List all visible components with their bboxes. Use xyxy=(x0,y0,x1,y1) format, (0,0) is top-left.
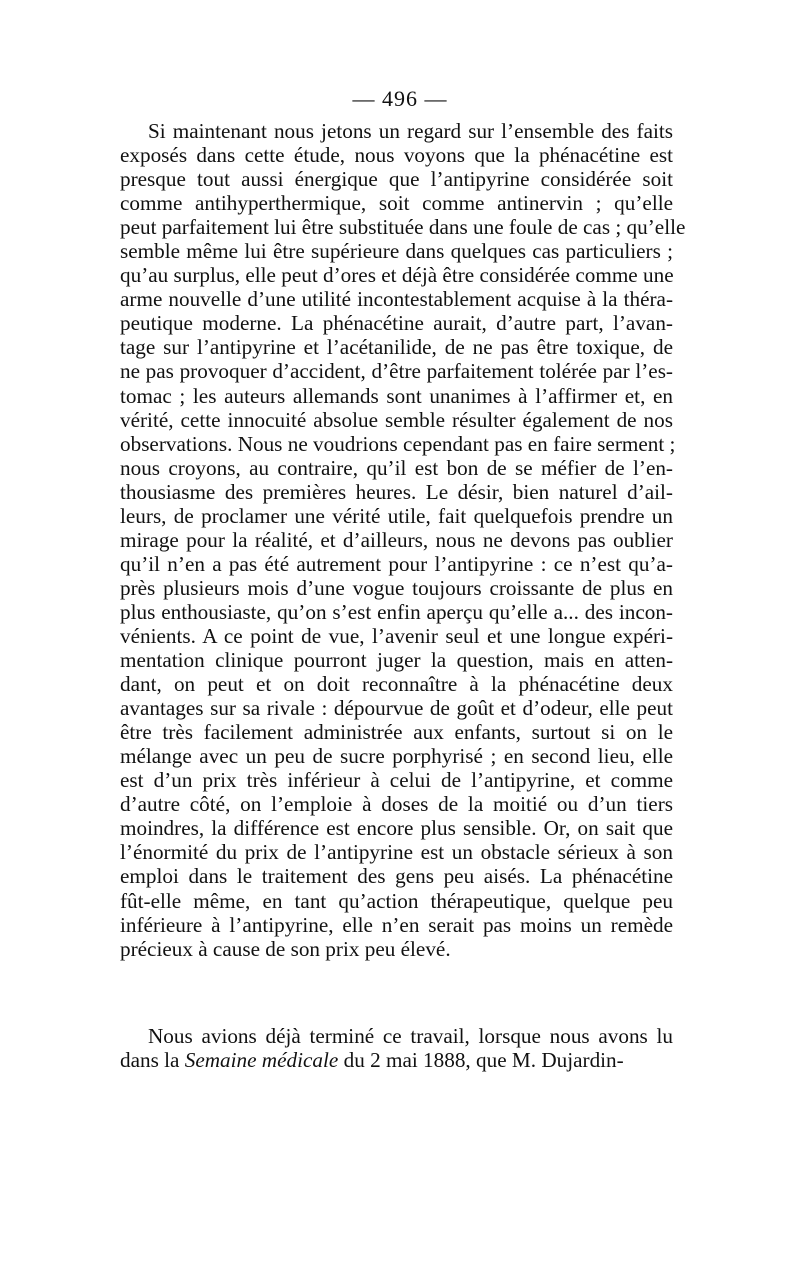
text-line: thousiasme des premières heures. Le désir, bien naturel d’ail- xyxy=(120,479,673,504)
text-line: précieux à cause de son prix peu élevé. xyxy=(120,936,451,961)
text-line: qu’au surplus, elle peut d’ores et déjà être considérée comme une xyxy=(120,263,674,288)
paragraph-2 xyxy=(120,1024,673,1072)
text-line: est d’un prix très inférieur à celui de l’antipyrine, et comme xyxy=(120,768,673,793)
text-line: dant, on peut et on doit reconnaître à la phénacétine deux xyxy=(120,672,673,697)
text-line: exposés dans cette étude, nous voyons que la phénacétine est xyxy=(120,143,673,168)
text-line: plus enthousiaste, qu’on s’est enfin aperçu qu’elle a... des incon- xyxy=(120,599,673,624)
text-line: être très facilement administrée aux enfants, surtout si on le xyxy=(120,720,673,745)
text-line: tomac ; les auteurs allemands sont unanimes à l’affirmer et, en xyxy=(120,383,673,408)
text-line: comme antihyperthermique, soit comme antinervin ; qu’elle xyxy=(120,191,673,216)
text-line: semble même lui être supérieure dans quelques cas particuliers ; xyxy=(120,239,673,264)
text-line: nous croyons, au contraire, qu’il est bon de se méfier de l’en- xyxy=(120,455,673,480)
text-line: peutique moderne. La phénacétine aurait, d’autre part, l’avan- xyxy=(120,311,673,336)
text-line: presque tout aussi énergique que l’antipyrine considérée soit xyxy=(120,167,673,192)
text-line: peut parfaitement lui être substituée dans une foule de cas ; qu’elle xyxy=(120,215,686,240)
page-number: — 496 — xyxy=(352,86,448,111)
text-line: d’autre côté, on l’emploie à doses de la moitié ou d’un tiers xyxy=(120,792,673,817)
text-line: dans la Semaine médicale du 2 mai 1888, que M. Dujardin- xyxy=(120,1048,624,1073)
text-line: inférieure à l’antipyrine, elle n’en serait pas moins un remède xyxy=(120,912,673,937)
paragraph-1 xyxy=(120,119,686,961)
text-line: ne pas provoquer d’accident, d’être parfaitement tolérée par l’es- xyxy=(120,359,673,384)
text-line: qu’il n’en a pas été autrement pour l’antipyrine : ce n’est qu’a- xyxy=(120,551,673,576)
text-line: avantages sur sa rivale : dépourvue de goût et d’odeur, elle peut xyxy=(120,696,673,721)
text-line: mentation clinique pourront juger la question, mais en atten- xyxy=(120,648,673,673)
text-line: l’énormité du prix de l’antipyrine est un obstacle sérieux à son xyxy=(120,840,673,865)
text-line: moindres, la différence est encore plus sensible. Or, on sait que xyxy=(120,816,673,841)
text-line: mirage pour la réalité, et d’ailleurs, nous ne devons pas oublier xyxy=(120,527,673,552)
text-line: arme nouvelle d’une utilité incontestablement acquise à la théra- xyxy=(120,287,673,312)
text-line: tage sur l’antipyrine et l’acétanilide, de ne pas être toxique, de xyxy=(120,335,673,360)
text-line: Si maintenant nous jetons un regard sur l’ensemble des faits xyxy=(148,119,673,143)
text-line: emploi dans le traitement des gens peu aisés. La phénacétine xyxy=(120,864,673,889)
text-line: observations. Nous ne voudrions cependant pas en faire serment ; xyxy=(120,431,676,456)
text-line: fût-elle même, en tant qu’action thérapeutique, quelque peu xyxy=(120,888,673,913)
text-line: leurs, de proclamer une vérité utile, fait quelquefois prendre un xyxy=(120,503,673,528)
text-line: vérité, cette innocuité absolue semble résulter également de nos xyxy=(120,407,673,432)
text-line: mélange avec un peu de sucre porphyrisé ; en second lieu, elle xyxy=(120,744,673,769)
text-line: près plusieurs mois d’une vogue toujours croissante de plus en xyxy=(120,575,673,600)
text-line: Nous avions déjà terminé ce travail, lorsque nous avons lu xyxy=(148,1024,673,1048)
text-line: vénients. A ce point de vue, l’avenir seul et une longue expéri- xyxy=(120,623,673,648)
